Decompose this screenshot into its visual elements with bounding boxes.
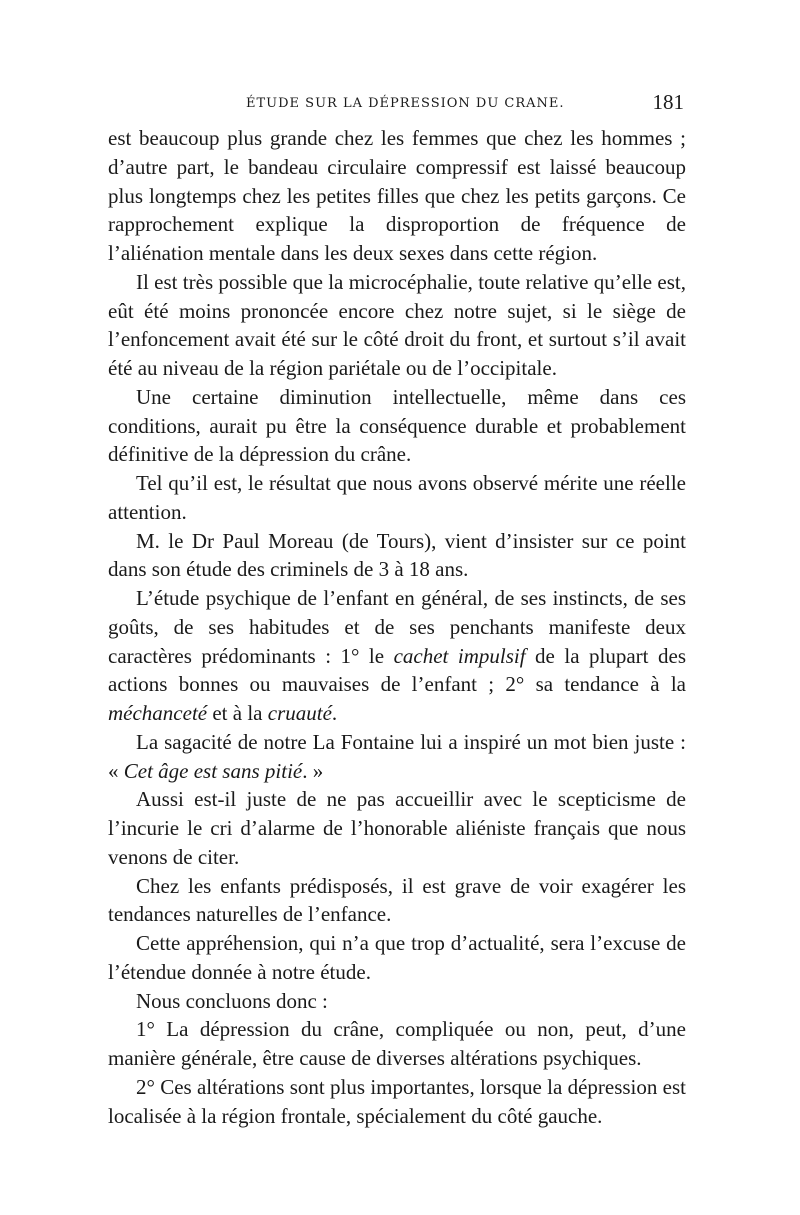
paragraph [108, 728, 686, 786]
italic-phrase: méchanceté [108, 701, 208, 725]
running-title: ÉTUDE SUR LA DÉPRESSION DU CRANE. [246, 96, 565, 111]
paragraph: est beaucoup plus grande chez les femmes que chez les hommes ; d’autre part, le bandeau circulaire compressif est laissé beaucoup plus longtemps chez les petites filles que chez les petits garçons. Ce rapprochement explique la disproportion de fréquence de l’aliénation mentale dans les deux sexes dans cette région. [108, 126, 686, 265]
paragraph: Tel qu’il est, le résultat que nous avons observé mérite une réelle attention. [108, 471, 686, 524]
italic-phrase: cruauté [267, 701, 332, 725]
paragraph: Aussi est-il juste de ne pas accueillir avec le scepticisme de l’incurie le cri d’alarme de l’honorable aliéniste français que nous venons de citer. [108, 787, 686, 869]
paragraph: Une certaine diminution intellectuelle, même dans ces conditions, aurait pu être la conséquence durable et probablement définitive de la dépression du crâne. [108, 384, 686, 467]
conclusion-item: 2° Ces altérations sont plus importantes, lorsque la dépression est localisée à la région frontale, spécialement du côté gauche. [108, 1074, 686, 1128]
body-text [108, 124, 686, 1130]
conclusion-item: 1° La dépression du crâne, compliquée ou non, peut, d’une manière générale, être cause de diverses altérations psychiques. [108, 1017, 686, 1070]
paragraph: Cette appréhension, qui n’a que trop d’actualité, sera l’excuse de l’étendue donnée à notre étude. [108, 931, 686, 984]
paragraph-text: La sagacité de notre La Fontaine lui a inspiré un mot bien juste : « [108, 729, 686, 783]
paragraph: Chez les enfants prédisposés, il est grave de voir exagérer les tendances naturelles de l’enfance. [108, 873, 686, 927]
paragraph-text: de la plupart des actions bonnes ou mauvaises de l’enfant ; 2° sa tendance à la [108, 643, 686, 697]
italic-quote: Cet âge est sans pitié [123, 758, 303, 783]
paragraph: Il est très possible que la microcéphalie, toute relative qu’elle est, eût été moins prononcée encore chez notre sujet, si le siège de l’enfoncement avait été sur le côté droit du front, et surtout s’il avait été au niveau de la région pariétale ou de l’occipitale. [108, 269, 686, 380]
book-page [108, 90, 686, 1130]
page-number: 181 [652, 90, 684, 114]
paragraph-text: et à la [207, 701, 268, 725]
running-head [108, 90, 686, 120]
paragraph: Nous concluons donc : [136, 988, 328, 1013]
paragraph [108, 584, 686, 728]
paragraph: M. le Dr Paul Moreau (de Tours), vient d’insister sur ce point dans son étude des criminels de 3 à 18 ans. [108, 528, 686, 582]
italic-phrase: cachet impulsif [393, 643, 526, 668]
paragraph-text: L’étude psychique de l’enfant en général, de ses instincts, de ses goûts, de ses habitudes et de ses penchants manifeste deux caractères prédominants : 1° le [108, 586, 686, 668]
paragraph-text: . » [302, 758, 324, 783]
paragraph-text: . [331, 701, 338, 725]
